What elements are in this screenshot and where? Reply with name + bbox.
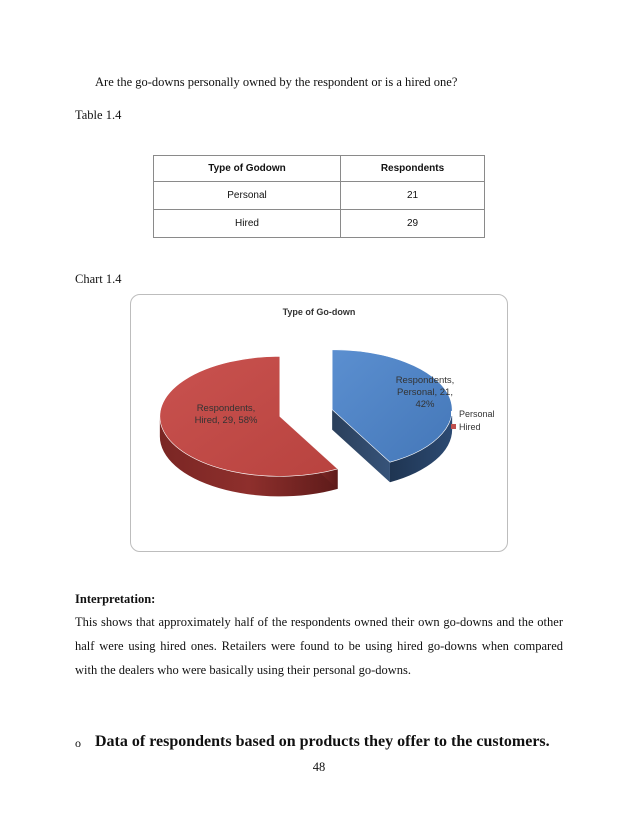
- legend-label: Personal: [459, 408, 495, 419]
- section-heading: Data of respondents based on products they offer to the customers.: [95, 733, 550, 750]
- table-cell: Hired: [154, 210, 341, 238]
- bullet-marker: o: [75, 736, 81, 750]
- chart-area: [130, 294, 508, 552]
- data-label-personal: [385, 375, 465, 411]
- legend-item-hired: [451, 420, 495, 433]
- interpretation-heading: Interpretation:: [75, 592, 156, 606]
- table-cell: 29: [341, 210, 485, 238]
- data-label-line: Respondents,: [395, 375, 455, 386]
- chart-title: Type of Go-down: [282, 307, 356, 317]
- table-header-respondents: Respondents: [341, 156, 485, 182]
- data-label-line: 42%: [415, 399, 435, 410]
- interpretation-paragraph: This shows that approximately half of the respondents owned their own go-downs and the other half were using hired ones. Retailers were found to be using hired go-downs when compared with the dealers who were basically using their personal go-downs.: [75, 615, 563, 677]
- chart-caption: Chart 1.4: [75, 272, 122, 286]
- data-label-line: Respondents,: [196, 403, 256, 414]
- legend-item-personal: [451, 407, 495, 420]
- table-cell: 21: [341, 182, 485, 210]
- table-header-row: [154, 156, 485, 182]
- legend-swatch-hired: [451, 424, 456, 429]
- data-label-hired: [186, 403, 266, 427]
- table-cell: Personal: [154, 182, 341, 210]
- data-label-line: Personal, 21,: [397, 387, 453, 398]
- table-header-type: Type of Godown: [154, 156, 341, 182]
- page-number: 48: [312, 760, 326, 774]
- godown-table: [153, 155, 485, 238]
- table-row: [154, 210, 485, 238]
- chart-legend: [451, 407, 495, 433]
- table-row: [154, 182, 485, 210]
- table-caption: Table 1.4: [75, 108, 122, 122]
- question-text: Are the go-downs personally owned by the respondent or is a hired one?: [95, 75, 458, 89]
- data-label-line: Hired, 29, 58%: [194, 415, 258, 426]
- legend-label: Hired: [459, 421, 481, 432]
- legend-swatch-personal: [451, 411, 456, 416]
